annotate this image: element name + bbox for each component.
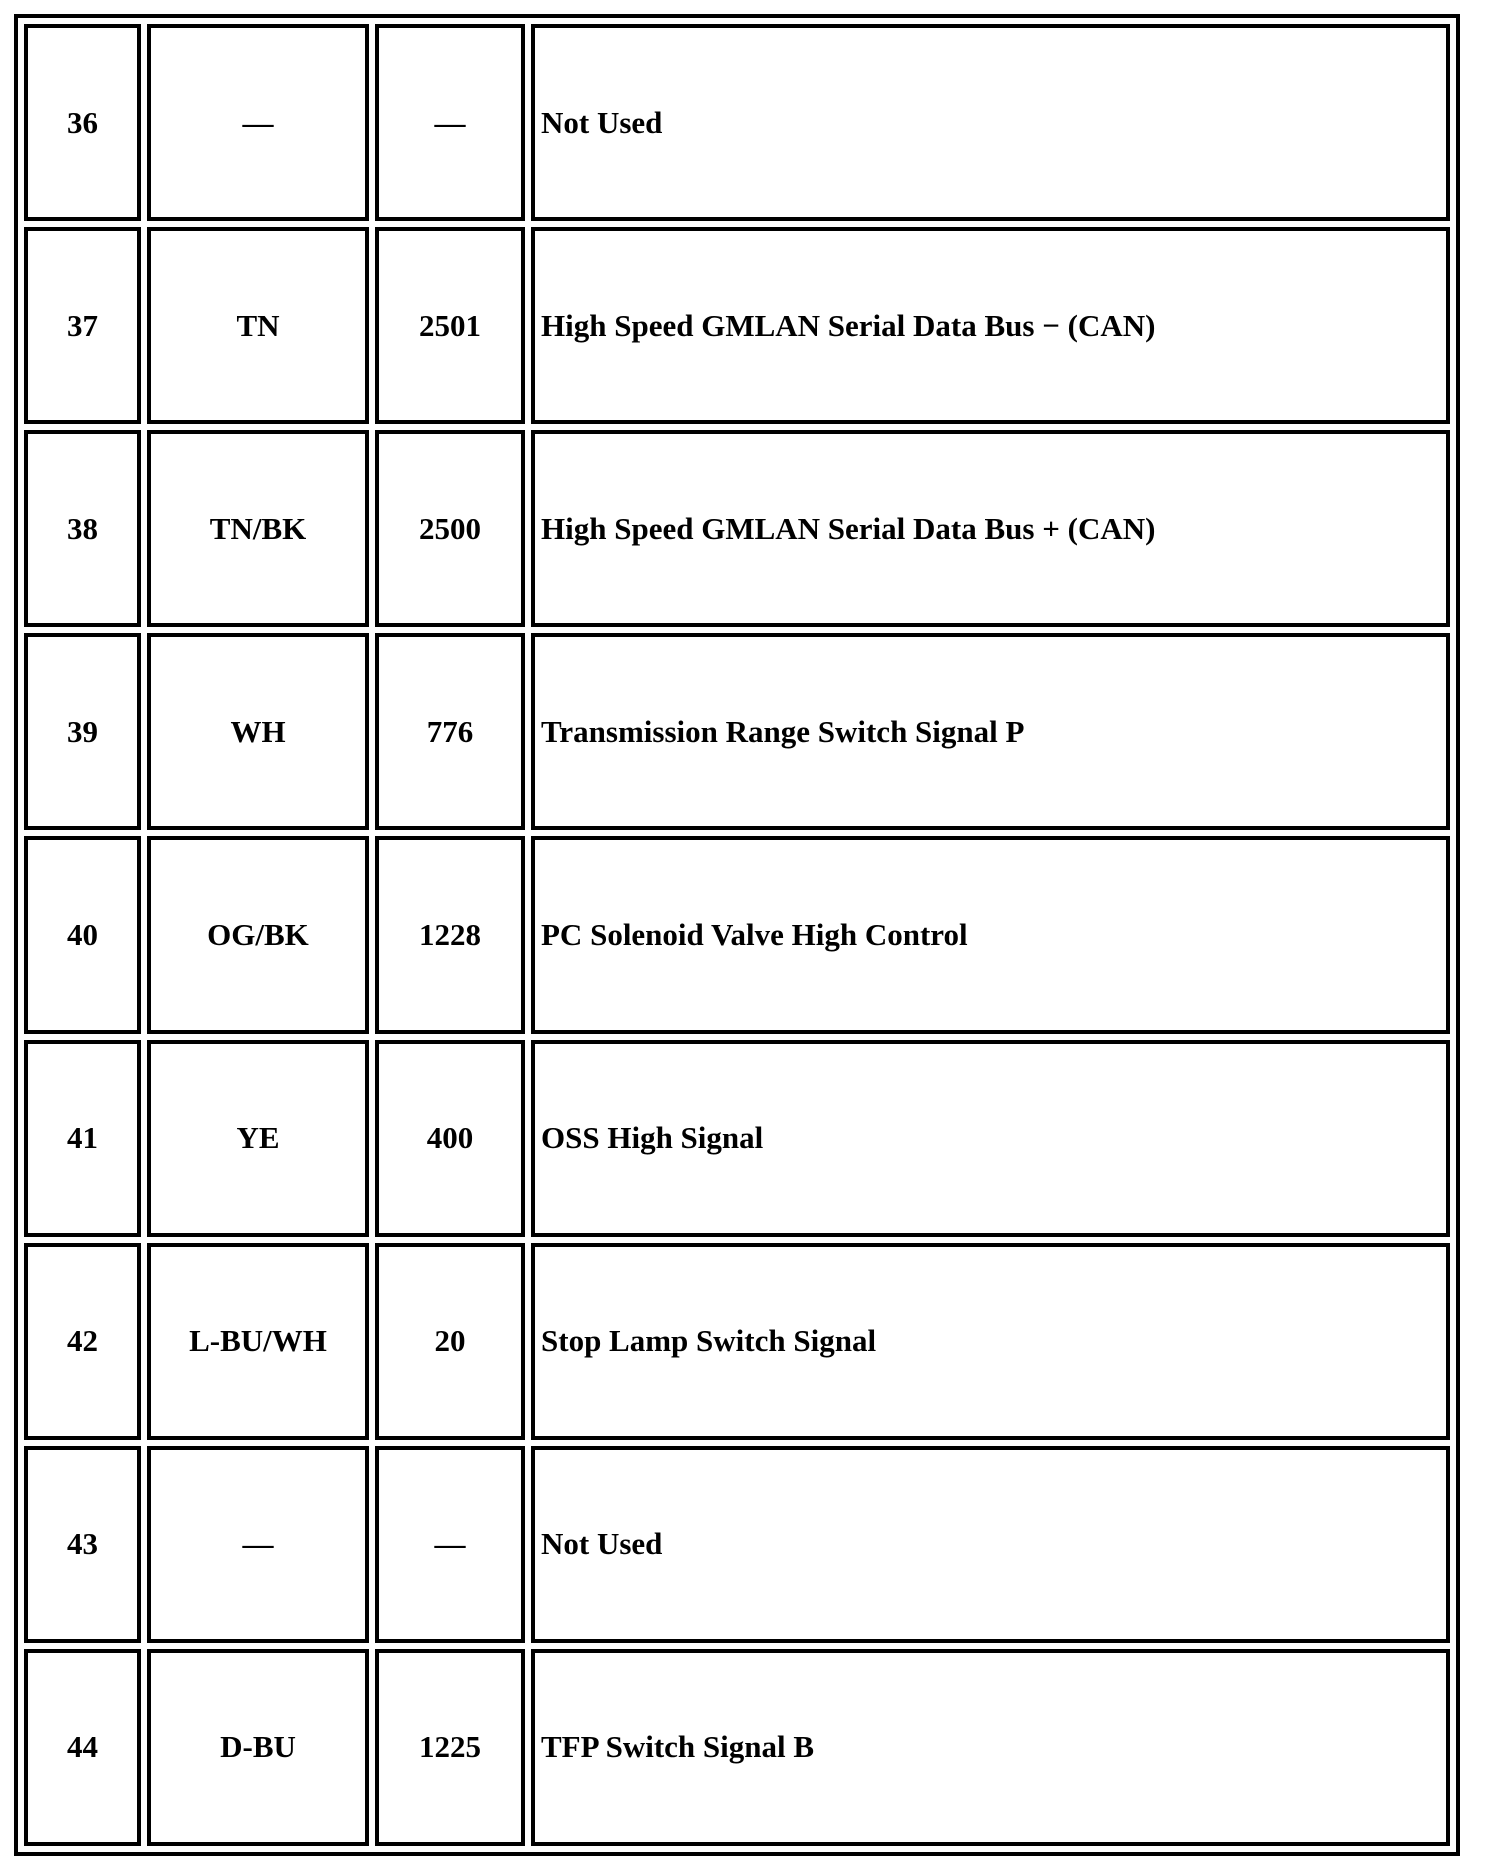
table-row [24,227,1450,424]
table-row [24,633,1450,830]
pin-cell: 44 [24,1649,141,1846]
function-cell: PC Solenoid Valve High Control [531,836,1450,1033]
function-cell: Not Used [531,24,1450,221]
function-cell: TFP Switch Signal B [531,1649,1450,1846]
wire-color-cell: — [147,1446,369,1643]
function-cell: Transmission Range Switch Signal P [531,633,1450,830]
pin-cell: 36 [24,24,141,221]
pinout-table-body [24,24,1450,1846]
table-row [24,1649,1450,1846]
circuit-cell: — [375,1446,525,1643]
function-cell: High Speed GMLAN Serial Data Bus + (CAN) [531,430,1450,627]
table-row [24,836,1450,1033]
circuit-cell: 400 [375,1040,525,1237]
connector-pinout-table [14,14,1460,1856]
circuit-cell: 20 [375,1243,525,1440]
table-row [24,1040,1450,1237]
function-cell: OSS High Signal [531,1040,1450,1237]
wire-color-cell: TN/BK [147,430,369,627]
function-cell: Stop Lamp Switch Signal [531,1243,1450,1440]
circuit-cell: 1228 [375,836,525,1033]
wire-color-cell: OG/BK [147,836,369,1033]
wire-color-cell: D-BU [147,1649,369,1846]
pin-cell: 42 [24,1243,141,1440]
circuit-cell: 1225 [375,1649,525,1846]
table-row [24,1446,1450,1643]
pin-cell: 39 [24,633,141,830]
circuit-cell: 776 [375,633,525,830]
circuit-cell: — [375,24,525,221]
wire-color-cell: YE [147,1040,369,1237]
table-row [24,1243,1450,1440]
function-cell: High Speed GMLAN Serial Data Bus − (CAN) [531,227,1450,424]
pin-cell: 41 [24,1040,141,1237]
pin-cell: 43 [24,1446,141,1643]
wire-color-cell: L-BU/WH [147,1243,369,1440]
table-row [24,24,1450,221]
circuit-cell: 2500 [375,430,525,627]
circuit-cell: 2501 [375,227,525,424]
table-row [24,430,1450,627]
wire-color-cell: TN [147,227,369,424]
function-cell: Not Used [531,1446,1450,1643]
wire-color-cell: — [147,24,369,221]
pin-cell: 40 [24,836,141,1033]
pin-cell: 38 [24,430,141,627]
wire-color-cell: WH [147,633,369,830]
pin-cell: 37 [24,227,141,424]
